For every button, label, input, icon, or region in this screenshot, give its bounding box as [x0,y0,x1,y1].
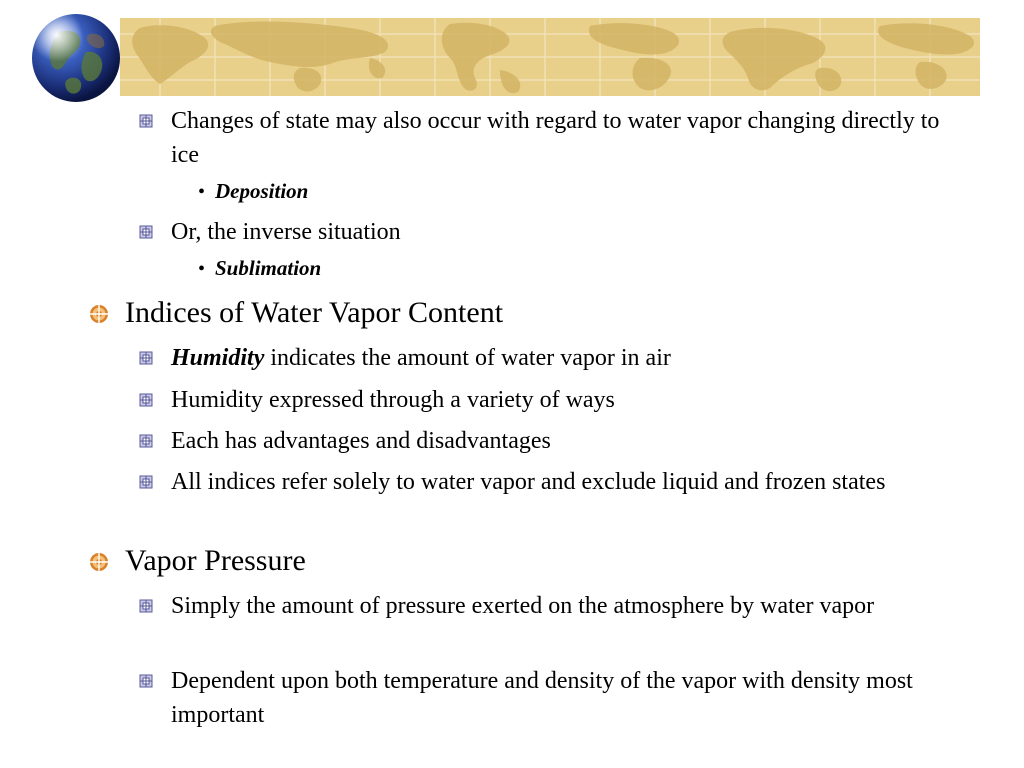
target-bullet-icon [88,551,110,573]
square-bullet-icon [139,674,153,688]
sub-bullet-term: Deposition [215,179,309,203]
bullet-text-rest: indicates the amount of water vapor in air [264,345,671,371]
heading-bullet-text: Indices of Water Vapor Content [125,296,504,329]
emphasized-term: Humidity [171,345,265,371]
square-bullet-icon [139,351,153,365]
bullet-text: Or, the inverse situation [171,219,401,245]
bullet-text [171,341,961,375]
square-bullet-icon [139,599,153,613]
square-bullet-icon [139,475,153,489]
bullet-text: All indices refer solely to water vapor and exclude liquid and frozen states [171,469,886,495]
target-bullet-icon [88,303,110,325]
bullet-text: Each has advantages and disadvantages [171,428,551,454]
square-bullet-icon [139,434,153,448]
dot-bullet-icon: • [198,258,206,280]
bullet-text: Simply the amount of pressure exerted on the atmosphere by water vapor [171,593,875,619]
square-bullet-icon [139,114,153,128]
square-bullet-icon [139,393,153,407]
sub-bullet-term: Sublimation [215,256,322,280]
bullet-text: Changes of state may also occur with regard to water vapor changing directly to ice [171,108,940,168]
dot-bullet-icon: • [198,181,206,203]
heading-bullet-text: Vapor Pressure [125,544,306,577]
bullet-text: Dependent upon both temperature and density of the vapor with density most important [171,668,913,728]
square-bullet-icon [139,225,153,239]
bullet-text: Humidity expressed through a variety of ways [171,387,615,413]
